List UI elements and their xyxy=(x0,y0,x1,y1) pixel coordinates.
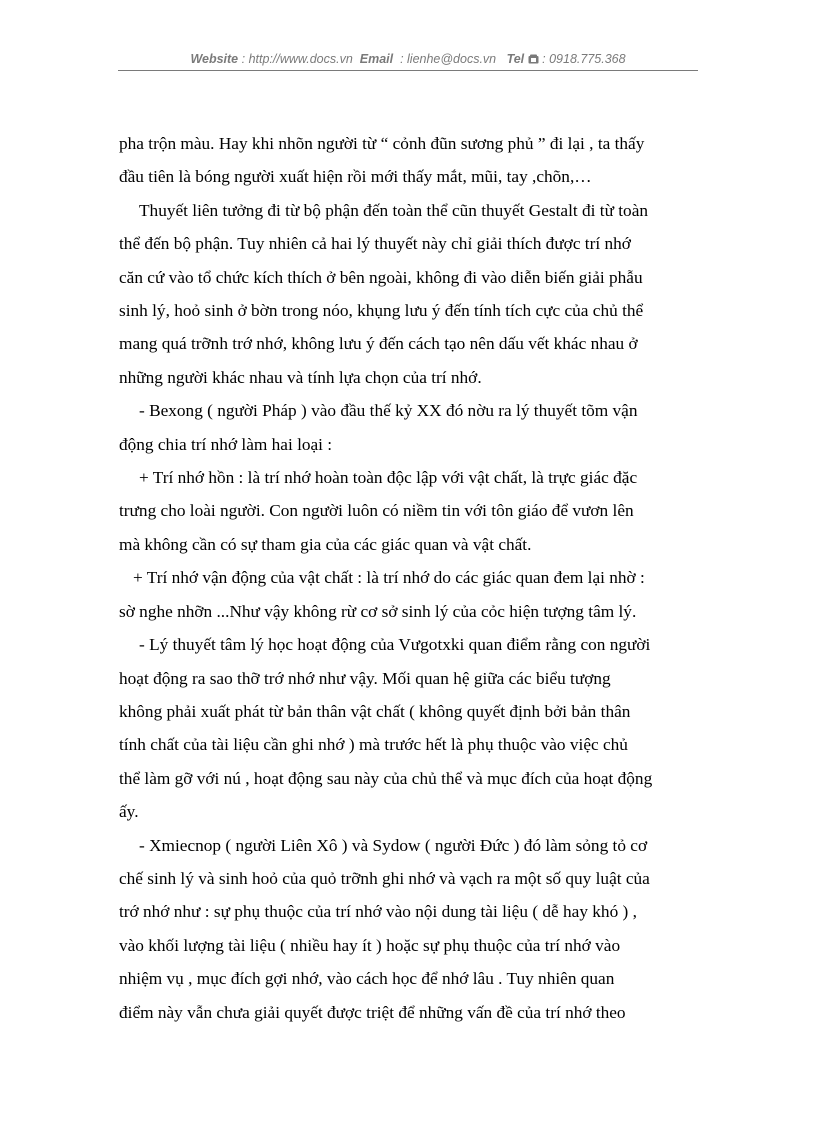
website-value: : http://www.docs.vn xyxy=(241,52,353,66)
header-rule xyxy=(118,70,698,71)
text-line: động chia trí nhớ làm hai loại : xyxy=(119,434,333,454)
email-label: Email xyxy=(359,52,394,66)
text-line: Thuyết liên tưởng đi từ bộ phận đến toàn thể cũn thuyết Gestalt đi từ toàn xyxy=(139,200,649,220)
text-line: - Bexong ( người Pháp ) vào đầu thế kỷ XX đó nờu ra lý thuyết tõm vận xyxy=(139,401,638,421)
tel-label: Tel xyxy=(506,52,525,66)
text-line: thể đến bộ phận. Tuy nhiên cả hai lý thuyết này chỉ giải thích được trí nhớ xyxy=(119,234,631,254)
text-line: - Xmiecnop ( người Liên Xô ) và Sydow ( người Đức ) đó làm sỏng tỏ cơ xyxy=(139,835,648,855)
text-line: sinh lý, hoỏ sinh ở bờn trong nóo, khụng lưu ý đến tính tích cực của chủ thể xyxy=(119,301,644,321)
page-header xyxy=(118,52,698,66)
website-label: Website xyxy=(190,52,239,66)
text-line: ấy. xyxy=(119,802,139,822)
text-line: căn cứ vào tổ chức kích thích ở bên ngoài, không đi vào diễn biến giải phẫu xyxy=(119,267,643,287)
text-line: - Lý thuyết tâm lý học hoạt động của Vưgotxki quan điểm rằng con người xyxy=(139,635,651,655)
email-value: : lienhe@docs.vn xyxy=(400,52,497,66)
text-line: thể làm gỡ với nú , hoạt động sau này của chủ thể và mục đích của hoạt động xyxy=(119,768,653,788)
text-line: điểm này vẫn chưa giải quyết được triệt để những vấn đề của trí nhớ theo xyxy=(119,1002,626,1022)
text-line: + Trí nhớ vận động của vật chất : là trí nhớ do các giác quan đem lại nhờ : xyxy=(133,568,645,588)
text-line: không phải xuất phát từ bản thân vật chất ( không quyết định bởi bản thân xyxy=(119,701,631,721)
text-line: tính chất của tài liệu cần ghi nhớ ) mà trước hết là phụ thuộc vào việc chủ xyxy=(119,735,628,755)
text-line: mang quá trỡnh trớ nhớ, không lưu ý đến cách tạo nên dấu vết khác nhau ở xyxy=(119,334,638,354)
text-line: mà không cần có sự tham gia của các giác quan và vật chất. xyxy=(119,534,532,554)
text-line: sờ nghe nhỡn ...Như vậy không rừ cơ sở sinh lý của cỏc hiện tượng tâm lý. xyxy=(119,601,637,621)
text-line: nhiệm vụ , mục đích gợi nhớ, vào cách học để nhớ lâu . Tuy nhiên quan xyxy=(119,969,615,989)
text-line: hoạt động ra sao thỡ trớ nhớ như vậy. Mối quan hệ giữa các biểu tượng xyxy=(119,668,611,688)
tel-value: : 0918.775.368 xyxy=(542,52,626,66)
text-line: đầu tiên là bóng người xuất hiện rồi mới thấy mắt, mũi, tay ,chõn,… xyxy=(119,167,592,187)
text-line: chế sinh lý và sinh hoỏ của quỏ trỡnh ghi nhớ và vạch ra một số quy luật của xyxy=(119,868,650,888)
body-text xyxy=(119,127,698,1029)
text-line: trớ nhớ như : sự phụ thuộc của trí nhớ vào nội dung tài liệu ( dễ hay khó ) , xyxy=(119,902,637,922)
phone-icon xyxy=(528,54,539,64)
text-line: những người khác nhau và tính lựa chọn của trí nhớ. xyxy=(119,367,482,387)
text-line: pha trộn màu. Hay khi nhõn người từ “ cỏnh đũn sương phủ ” đi lại , ta thấy xyxy=(119,134,645,153)
text-line: vào khối lượng tài liệu ( nhiều hay ít ) hoặc sự phụ thuộc của trí nhớ vào xyxy=(119,935,621,955)
text-line: trưng cho loài người. Con người luôn có niềm tin với tôn giáo để vươn lên xyxy=(119,501,634,521)
text-line: + Trí nhớ hồn : là trí nhớ hoàn toàn độc lập với vật chất, là trực giác đặc xyxy=(139,468,638,488)
